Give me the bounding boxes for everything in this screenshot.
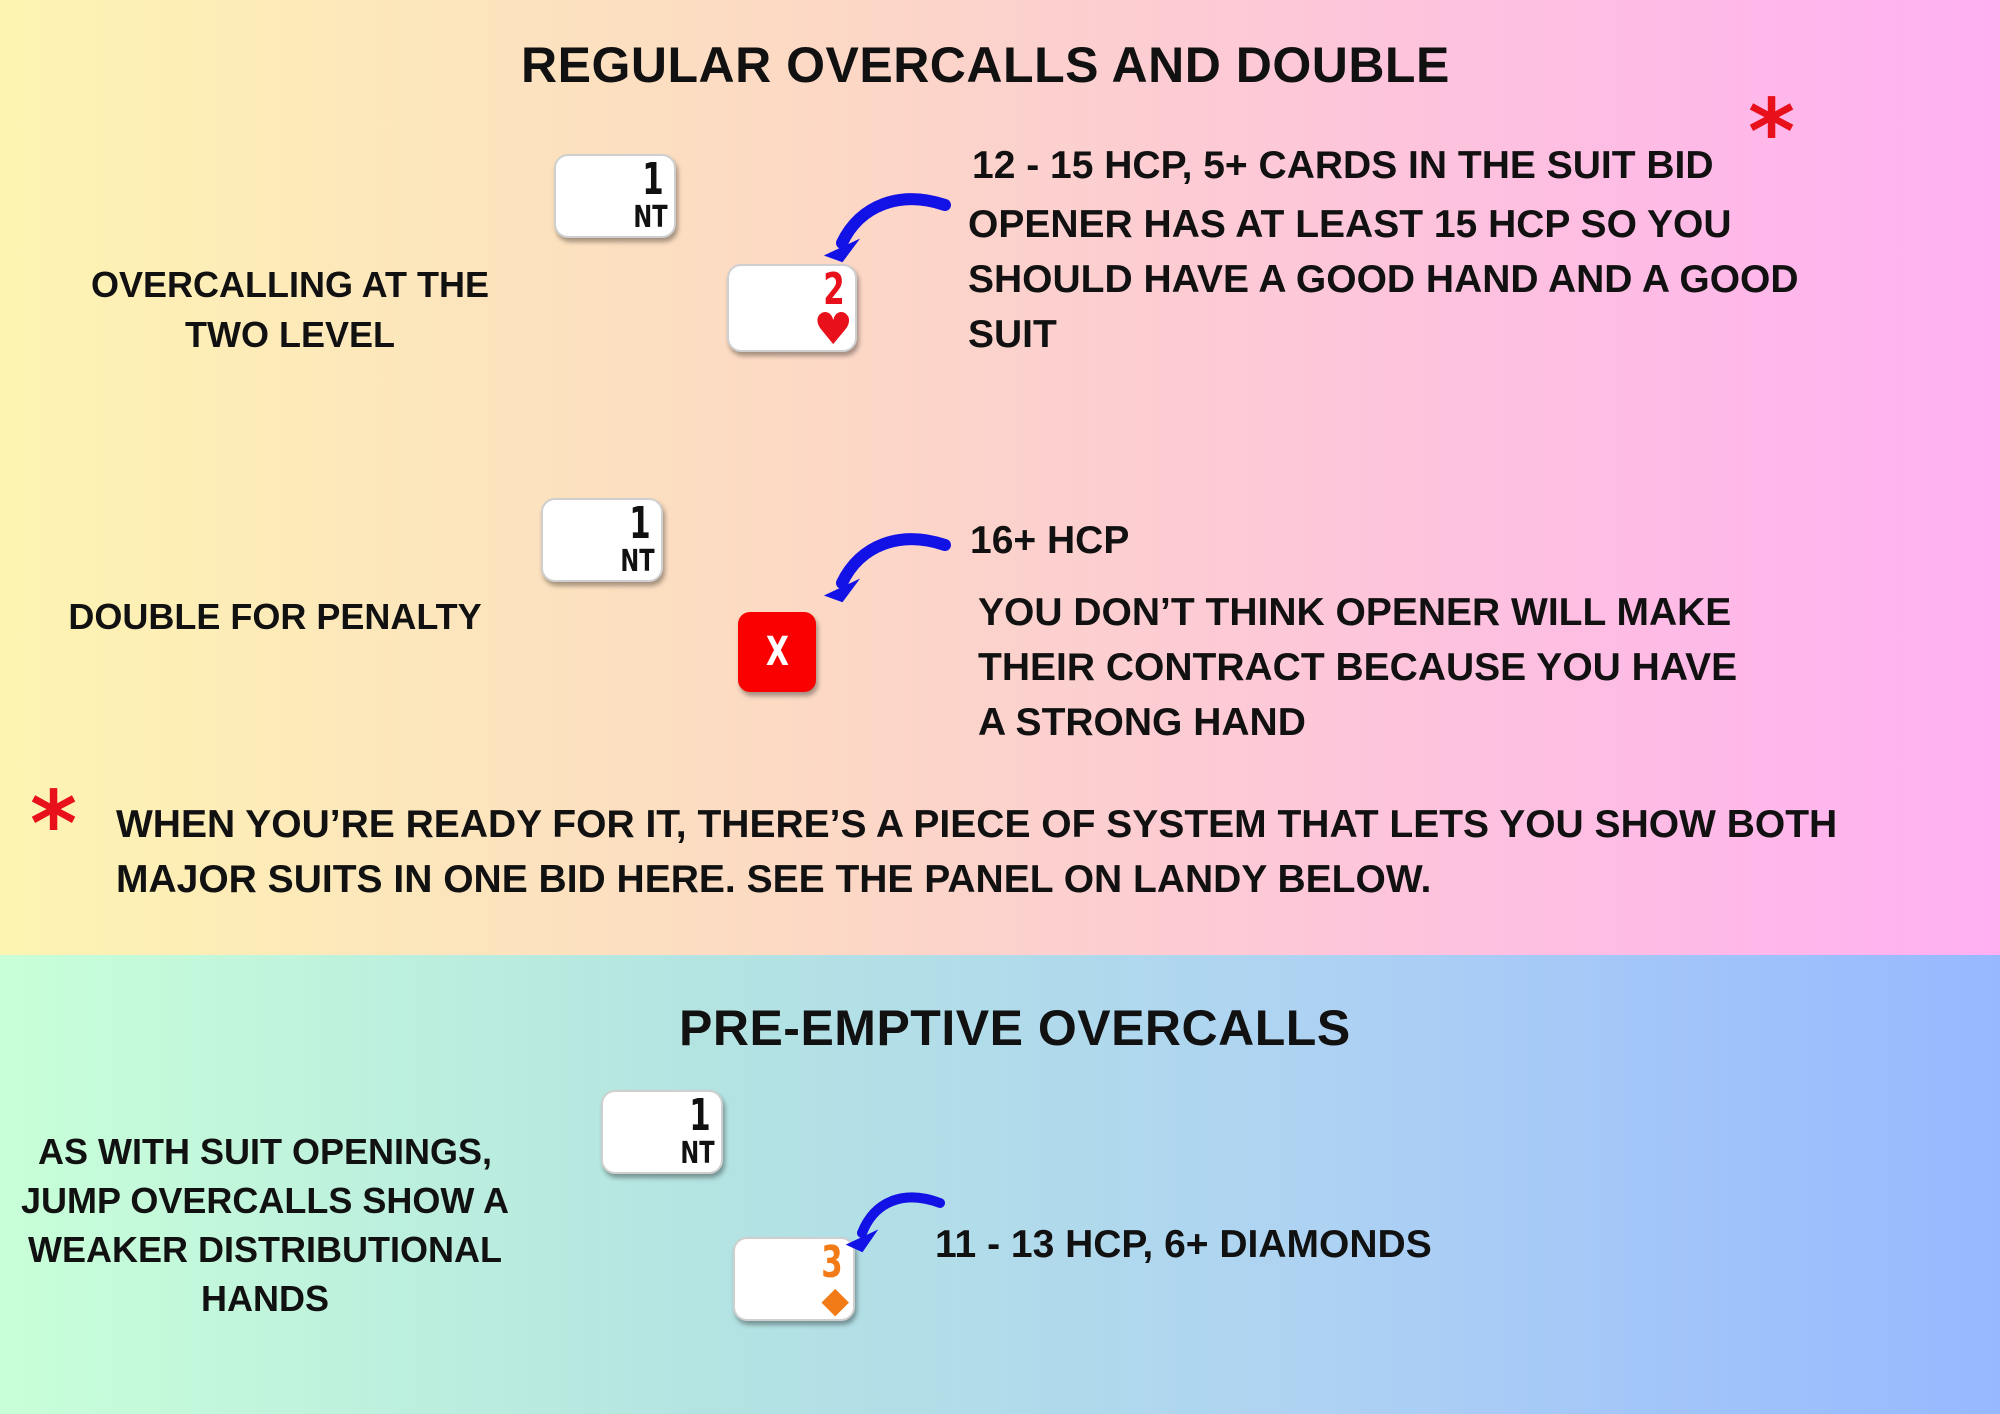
double-bid-card [738, 612, 816, 692]
curved-arrow-icon [820, 185, 950, 265]
footnote-line: MAJOR SUITS IN ONE BID HERE. SEE THE PANEL ON LANDY BELOW. [116, 858, 1432, 901]
bid-card-3-diamonds [733, 1237, 855, 1321]
desc-line: OPENER HAS AT LEAST 15 HCP SO YOU [968, 203, 1732, 246]
desc-line: THEIR CONTRACT BECAUSE YOU HAVE [978, 646, 1738, 689]
bid-level: 2 [823, 264, 845, 315]
bid-level: 1 [629, 498, 651, 549]
bid-card-1nt [601, 1090, 723, 1174]
overcall-label [60, 260, 520, 360]
bid-card-2-hearts [727, 264, 857, 355]
desc-line: SHOULD HAVE A GOOD HAND AND A GOOD [968, 258, 1799, 301]
preemptive-overcalls-panel [0, 955, 2000, 1414]
double-description [978, 585, 1878, 750]
footnote-text [116, 797, 1976, 907]
section-title-regular: REGULAR OVERCALLS AND DOUBLE [521, 37, 1450, 93]
preemptive-headline: 11 - 13 HCP, 6+ DIAMONDS [935, 1223, 1432, 1266]
preemptive-label-line: JUMP OVERCALLS SHOW A [20, 1180, 510, 1221]
diamond-icon: ◆ [821, 1280, 849, 1321]
overcall-label-line: TWO LEVEL [185, 314, 395, 355]
desc-line: A STRONG HAND [978, 701, 1306, 744]
preemptive-label-line: WEAKER DISTRIBUTIONAL [28, 1229, 502, 1270]
preemptive-label-line: HANDS [200, 1278, 329, 1319]
desc-line: SUIT [968, 313, 1057, 356]
bid-level: 3 [821, 1237, 843, 1288]
overcall-description [968, 197, 1928, 362]
overcall-label-line: OVERCALLING AT THE [91, 264, 489, 305]
bid-level: 1 [689, 1090, 711, 1141]
bid-suit: NT [633, 200, 668, 235]
overcall-headline: 12 - 15 HCP, 5+ CARDS IN THE SUIT BID [972, 144, 1714, 187]
footnote-marker-icon: * [1748, 80, 1796, 185]
curved-arrow-icon [820, 525, 950, 605]
preemptive-label [10, 1127, 520, 1323]
bid-level: 1 [642, 154, 664, 205]
bid-card-1nt [541, 498, 663, 582]
bid-card-1nt [554, 154, 676, 238]
bid-suit: NT [620, 544, 655, 579]
footnote-star-icon: * [30, 772, 78, 877]
preemptive-label-line: AS WITH SUIT OPENINGS, [37, 1131, 493, 1172]
section-title-preemptive: PRE-EMPTIVE OVERCALLS [679, 1000, 1351, 1056]
double-label: DOUBLE FOR PENALTY [68, 596, 482, 637]
curved-arrow-icon [840, 1185, 950, 1255]
footnote-line: WHEN YOU’RE READY FOR IT, THERE’S A PIECE OF SYSTEM THAT LETS YOU SHOW BOTH [116, 803, 1838, 846]
double-headline: 16+ HCP [970, 519, 1130, 562]
double-symbol: X [765, 629, 789, 675]
desc-line: YOU DON’T THINK OPENER WILL MAKE [978, 591, 1732, 634]
heart-icon: ♥ [813, 304, 853, 355]
bid-suit: NT [680, 1136, 715, 1171]
